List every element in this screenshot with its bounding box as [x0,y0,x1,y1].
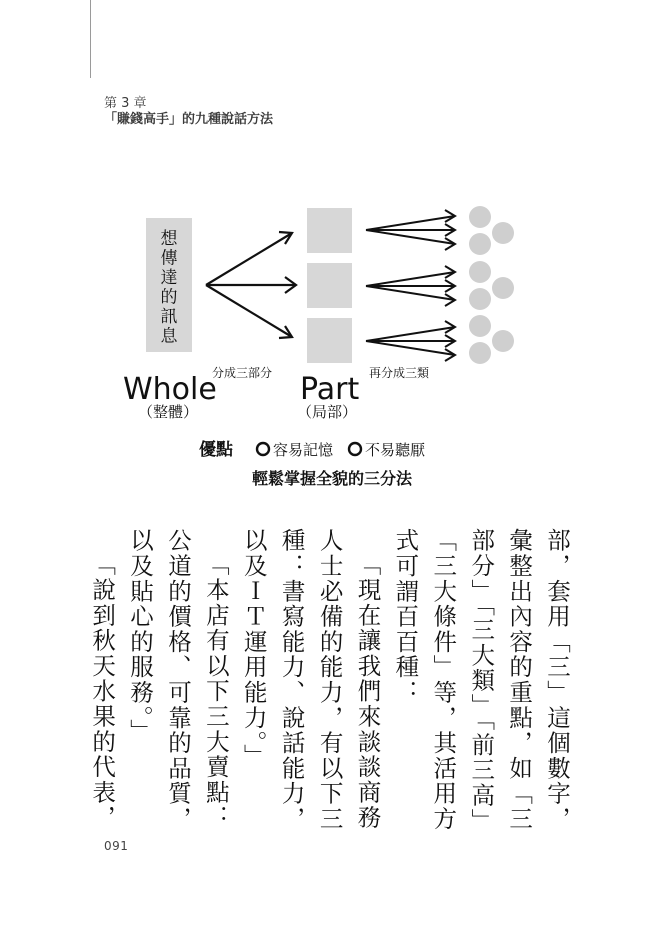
whole-box-text: 想傳達的訊息 [160,229,178,347]
arrow2-label: 再分成三類 [369,366,430,380]
part-block-1 [307,208,352,253]
advantage-1: 容易記憶 [273,441,334,459]
fan-arrow [366,230,455,244]
body-paragraph: 「說到秋天水果的代表， [88,551,117,830]
fan-arrow [366,216,455,230]
item-circle [469,288,491,310]
item-circle [469,233,491,255]
whole-sublabel: （整體） [137,403,199,421]
chapter-title: 「賺錢高手」的九種說話方法 [104,112,274,128]
item-circle [492,330,514,352]
arrow1-label: 分成三部分 [212,366,273,380]
body-paragraph: 「本店有以下三大賣點：公道的價格、可靠的品質，以及貼心的服務。」 [126,528,230,832]
fan-arrow [366,286,455,300]
fan-arrow [366,341,455,355]
item-circle [469,261,491,283]
item-circle [469,342,491,364]
chapter-number: 第 3 章 [104,96,147,111]
fan-arrow [366,327,455,341]
body-paragraph: 「現在讓我們來談談商務人士必備的能力，有以下三種：書寫能力、說話能力，以及ＩＴ運用能力。」 [239,528,382,832]
part-block-3 [307,318,352,363]
item-circle [469,206,491,228]
arrows-whole-to-part [206,232,296,338]
item-circle [492,222,514,244]
page-number: 091 [104,839,129,853]
part-sublabel: （局部） [296,403,358,421]
body-paragraph: 部，套用「三」這個數字，彙整出內容的重點，如「三部分」「三大類」「前三高」「三大條件」等，其活用方式可謂百百種： [391,528,571,834]
advantages-heading: 優點 [199,440,233,460]
fan-arrow [366,272,455,286]
bullet-circle-icon [349,443,361,455]
part-label: Part [300,372,360,407]
part-block-2 [307,263,352,308]
advantage-2: 不易聽厭 [365,441,426,459]
group-circles [469,206,514,364]
body-text-vertical [65,528,575,838]
bullet-circle-icon [257,443,269,455]
figure-caption: 輕鬆掌握全貌的三分法 [251,469,413,488]
item-circle [469,315,491,337]
item-circle [492,277,514,299]
arrows-part-to-groups [366,210,455,361]
whole-label: Whole [123,372,217,407]
